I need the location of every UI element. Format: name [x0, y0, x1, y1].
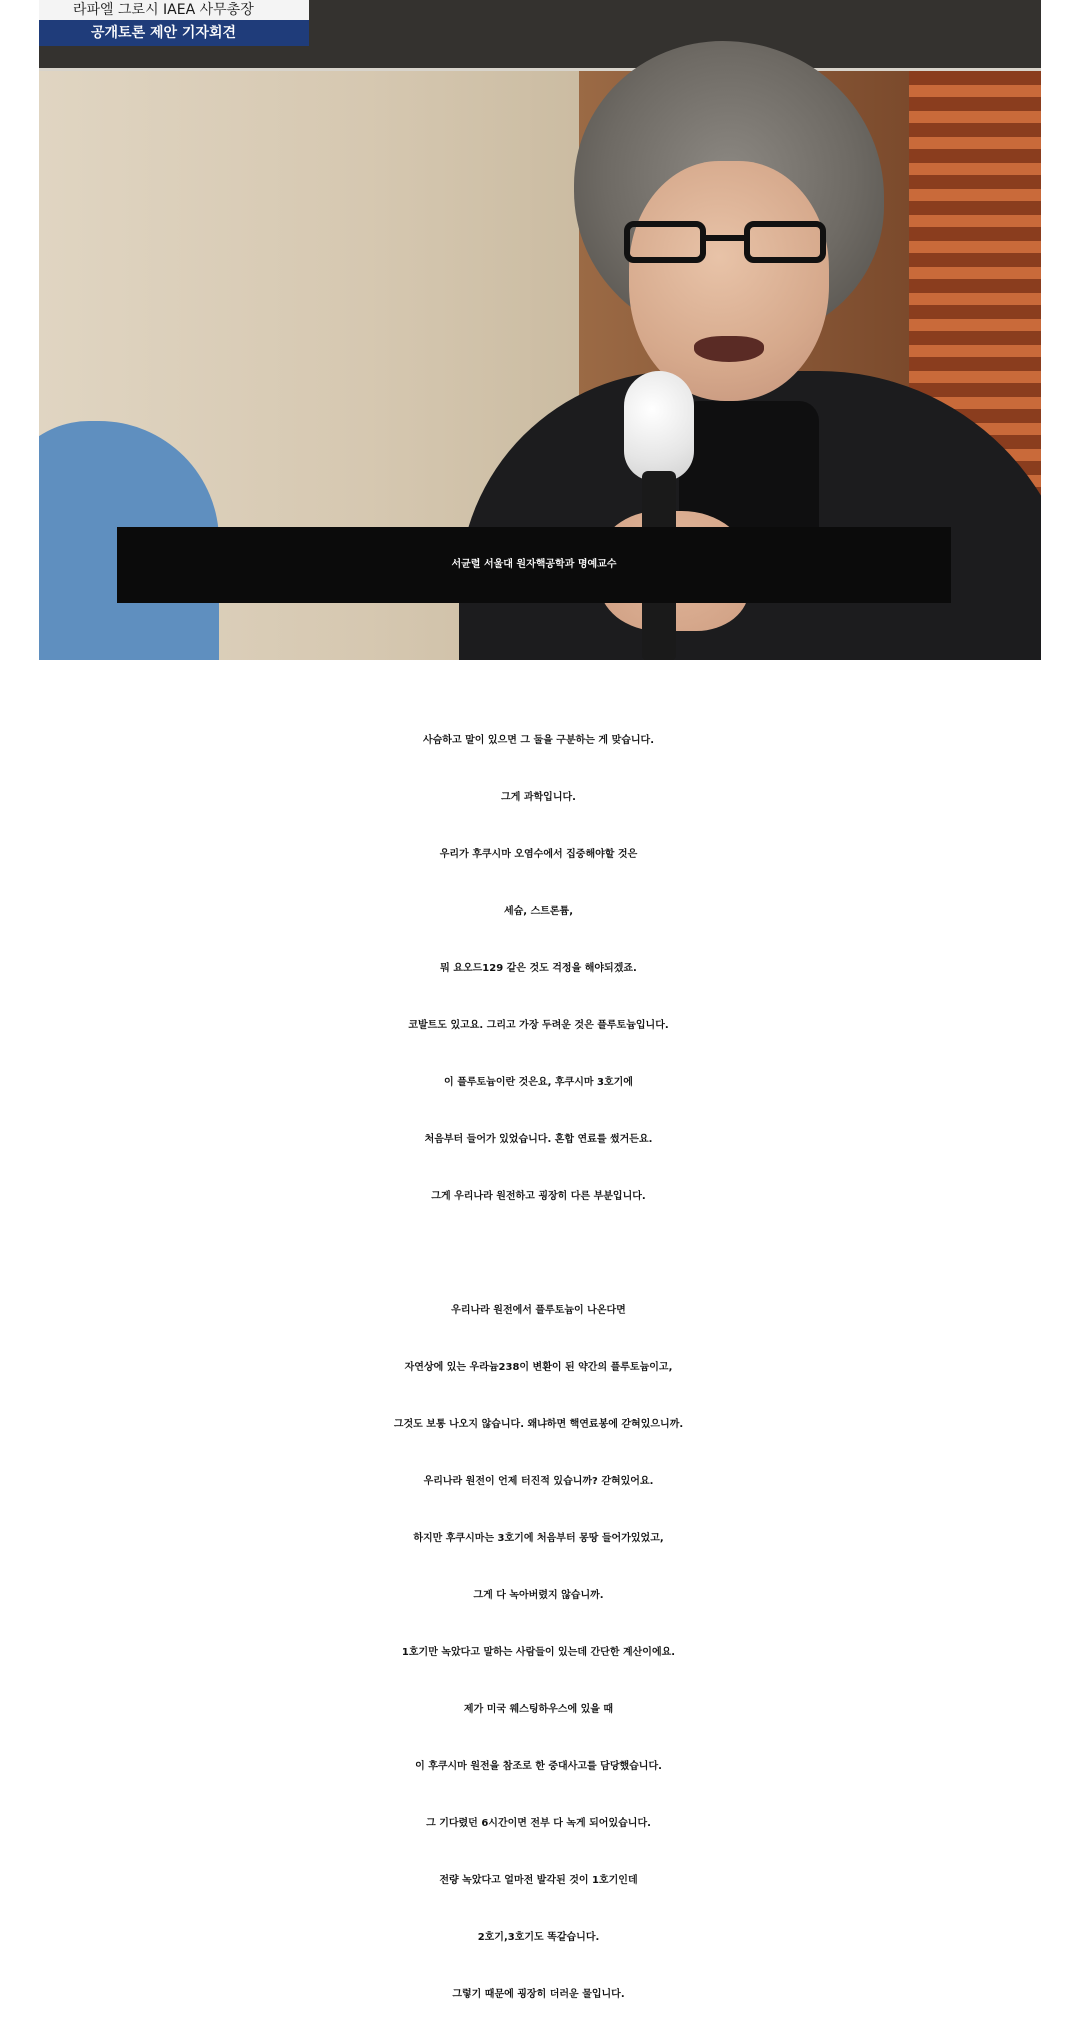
lower-third-bottom-text: 공개토론 제안 기자회견 — [39, 20, 309, 46]
quote-line: 그게 우리나라 원전하고 굉장히 다른 부분입니다. — [431, 1191, 646, 1202]
glasses-left-lens — [624, 221, 706, 263]
quote-line: 사슴하고 말이 있으면 그 둘을 구분하는 게 맞습니다. — [422, 735, 655, 746]
quote-line: 그렇기 때문에 굉장히 더러운 물입니다. — [452, 1989, 625, 2000]
quote-line: 이 플루토늄이란 것은요, 후쿠시마 3호기에 — [444, 1077, 633, 1088]
quote-line: 그것도 보통 나오지 않습니다. 왜냐하면 핵연료봉에 갇혀있으니까. — [393, 1419, 684, 1430]
quote-line: 처음부터 들어가 있었습니다. 혼합 연료를 썼거든요. — [424, 1134, 653, 1145]
speaker-face — [629, 161, 829, 401]
quote-line: 2호기,3호기도 똑같습니다. — [477, 1932, 600, 1943]
microphone — [624, 371, 694, 660]
glasses-right-lens — [744, 221, 826, 263]
quote-line: 세슘, 스트론튬, — [503, 906, 574, 917]
lower-third-top-text: 라파엘 그로시 IAEA 사무총장 — [39, 0, 309, 20]
quote-line: 그게 다 녹아버렸지 않습니까. — [473, 1590, 604, 1601]
quote-line: 하지만 후쿠시마는 3호기에 처음부터 몽땅 들어가있었고, — [413, 1533, 664, 1544]
glasses-bridge — [704, 235, 746, 241]
video-still — [39, 0, 1041, 660]
quote-line: 뭐 요오드129 같은 것도 걱정을 해야되겠죠. — [440, 963, 637, 974]
quote-line: 우리가 후쿠시마 오염수에서 집중해야할 것은 — [439, 849, 638, 860]
quote-line: 코발트도 있고요. 그리고 가장 두려운 것은 플루토늄입니다. — [408, 1020, 669, 1031]
quote-line: 그 기다렸던 6시간이면 전부 다 녹게 되어있습니다. — [426, 1818, 651, 1829]
speaker-caption: 서균렬 서울대 원자핵공학과 명예교수 — [117, 527, 951, 603]
microphone-windscreen — [624, 371, 694, 481]
quote-line: 우리나라 원전에서 플루토늄이 나온다면 — [451, 1305, 626, 1316]
speaker-mouth — [694, 336, 764, 362]
quote-line: 전량 녹았다고 얼마전 발각된 것이 1호기인데 — [439, 1875, 638, 1886]
quote-line: 우리나라 원전이 언제 터진적 있습니까? 갇혀있어요. — [423, 1476, 654, 1487]
quote-line: 1호기만 녹았다고 말하는 사람들이 있는데 간단한 계산이에요. — [401, 1647, 676, 1658]
quote-text — [0, 712, 1077, 2023]
quote-line: 제가 미국 웨스팅하우스에 있을 때 — [463, 1704, 614, 1715]
speaker-glasses — [624, 221, 829, 271]
paragraph-spacer — [0, 1225, 1077, 1282]
quote-line: 그게 과학입니다. — [501, 792, 576, 803]
quote-line: 이 후쿠시마 원전을 참조로 한 중대사고를 담당했습니다. — [415, 1761, 662, 1772]
news-lower-third — [39, 0, 309, 46]
quote-line: 자연상에 있는 우라늄238이 변환이 된 약간의 플루토늄이고, — [404, 1362, 673, 1373]
